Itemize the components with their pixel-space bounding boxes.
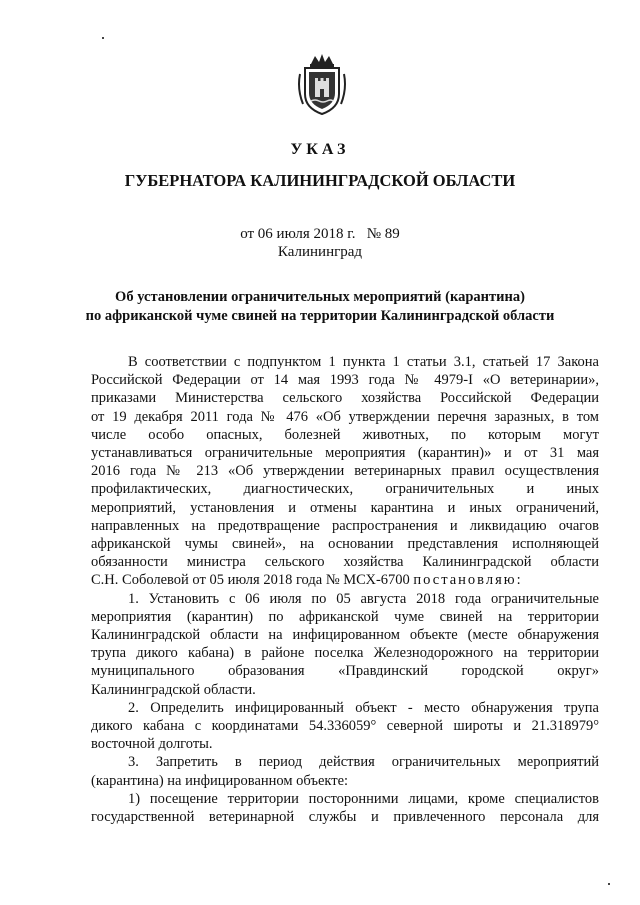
body-line: профилактических, диагностических, ограничительных и иных: [91, 481, 599, 498]
body-line: числе особо опасных, болезней животных, по которым могут: [91, 426, 599, 443]
heading-line: по африканской чуме свиней на территории Калининградской области: [85, 308, 555, 324]
document-date: от 06 июля 2018 г.: [240, 226, 356, 242]
item-1-line: мероприятия (карантин) по африканской чуме свиней на территории: [91, 608, 599, 625]
subitem-1-line: государственной ветеринарной службы и привлеченного персонала для: [91, 809, 599, 826]
document-heading: [0, 288, 640, 326]
body-line: Российской Федерации от 14 мая 1993 года № 4979-I «О ветеринарии»,: [91, 372, 599, 389]
item-2-line: дикого кабана с координатами 54.336059° северной широты и 21.318979°: [91, 718, 599, 735]
item-1-line: Калининградской области на инфицированном объекте (месте обнаружения: [91, 627, 599, 644]
coat-of-arms-emblem: [297, 54, 347, 116]
document-subtitle: ГУБЕРНАТОРА КАЛИНИНГРАДСКОЙ ОБЛАСТИ: [124, 171, 516, 190]
body-line: 2016 года № 213 «Об утверждении ветеринарных правил осуществления: [91, 463, 599, 480]
item-3-line: (карантина) на инфицированном объекте:: [91, 772, 349, 789]
item-1-line: Калининградской области.: [91, 681, 256, 698]
body-line: В соответствии с подпунктом 1 пункта 1 статьи 3.1, статьей 17 Закона: [128, 354, 599, 370]
scan-speck: [608, 883, 610, 885]
item-1-line: муниципального образования «Правдинский городской округ»: [91, 663, 599, 680]
body-line: приказами Министерства сельского хозяйства Российской Федерации: [91, 390, 599, 407]
document-city: Калининград: [277, 244, 363, 260]
item-1-line: 1. Установить с 06 июля по 05 августа 2018 года ограничительные: [128, 590, 599, 607]
item-1-line: трупа дикого кабана) в районе поселка Железнодорожного на территории: [91, 645, 599, 662]
item-2-line: 2. Определить инфицированный объект - место обнаружения трупа: [128, 699, 599, 716]
body-line: направленных на предотвращение распространения и ликвидацию очагов: [91, 517, 599, 534]
body-line: обязанности министра сельского хозяйства Калининградской области: [91, 554, 599, 571]
body-line: африканской чумы свиней», на основании представления исполняющей: [91, 536, 599, 553]
item-3-line: 3. Запретить в период действия ограничительных мероприятий: [128, 754, 599, 771]
item-2-line: восточной долготы.: [91, 736, 213, 753]
body-line: от 19 декабря 2011 года № 476 «Об утверждении перечня заразных, в том: [91, 408, 599, 425]
document-title: УКАЗ: [290, 141, 350, 158]
body-line-decree: [91, 571, 599, 589]
subitem-1-line: 1) посещение территории посторонними лицами, кроме специалистов: [128, 790, 599, 807]
document-body: [91, 353, 599, 826]
document-number: № 89: [366, 226, 400, 242]
scan-speck: [102, 37, 104, 39]
body-line: мероприятий, установления и отмены карантина и иных ограничений,: [91, 499, 599, 516]
heading-line: Об установлении ограничительных мероприятий (карантина): [115, 289, 525, 305]
body-line: устанавливаться ограничительные мероприятия (карантин)» и от 31 мая: [91, 445, 599, 462]
decree-keyword: постановляю:: [413, 572, 523, 589]
date-line: [0, 226, 640, 243]
decree-prefix: С.Н. Соболевой от 05 июля 2018 года № МСХ-6700: [91, 572, 410, 589]
